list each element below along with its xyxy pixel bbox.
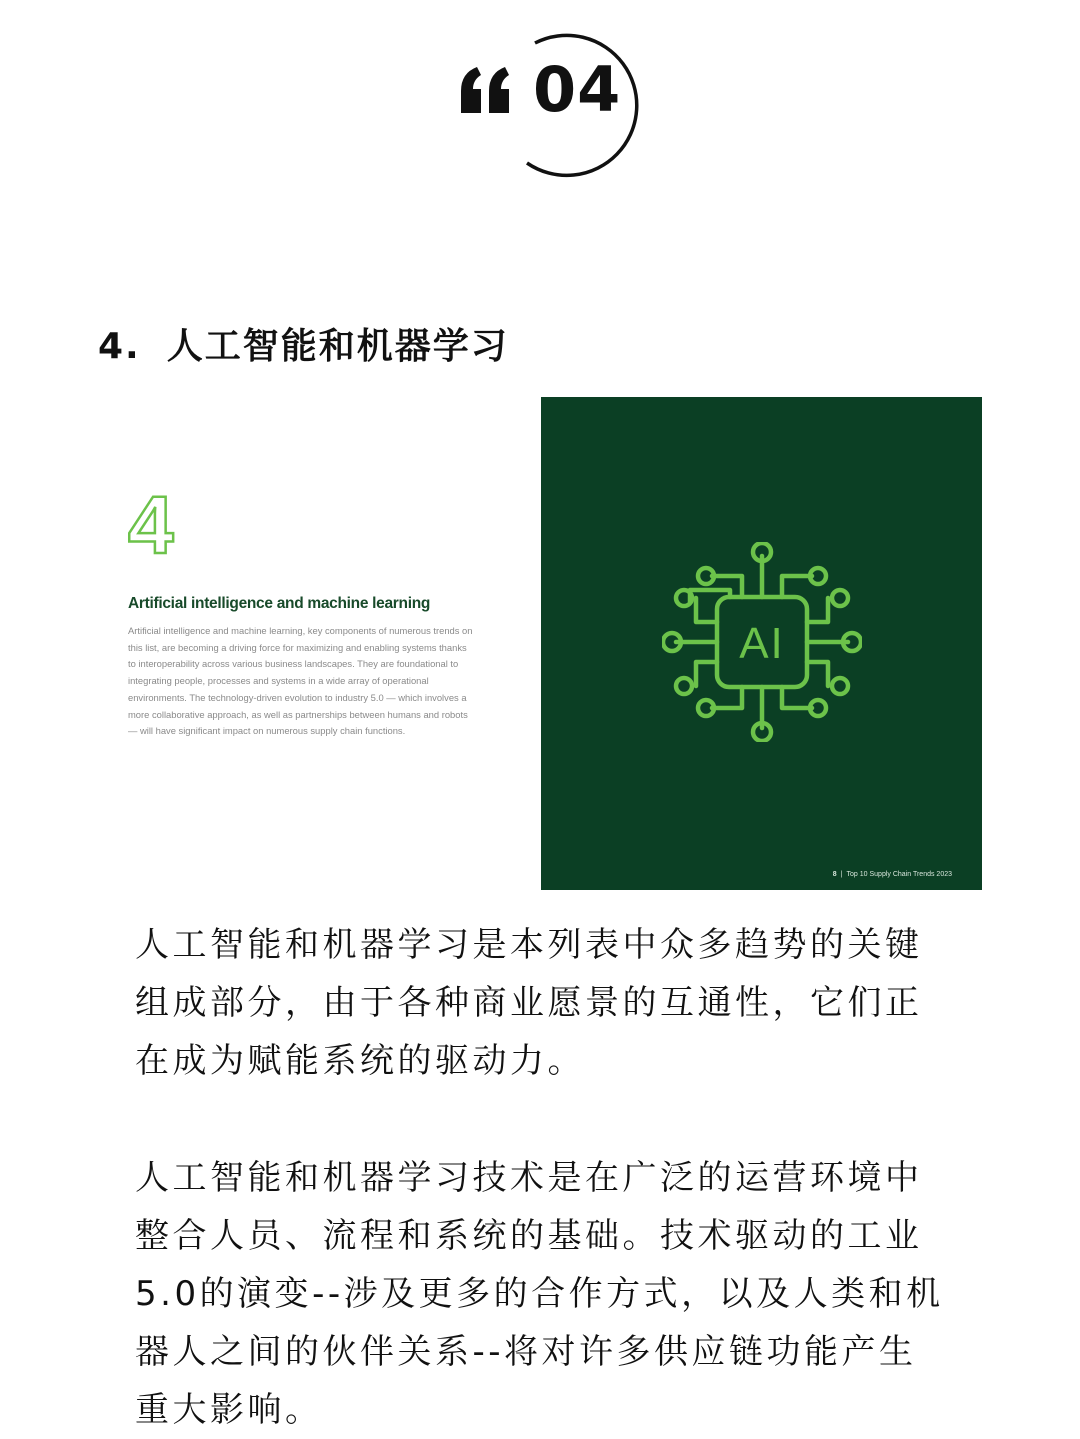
chip-label: AI — [739, 619, 785, 668]
ai-chip-icon — [662, 542, 862, 742]
panel-footer: 8 | Top 10 Supply Chain Trends 2023 — [832, 871, 952, 878]
footer-text: Top 10 Supply Chain Trends 2023 — [846, 871, 952, 878]
report-excerpt — [128, 480, 473, 740]
page-number: 8 — [832, 871, 837, 878]
excerpt-body: Artificial intelligence and machine learning, key components of numerous trends on this list, are becoming a driving force for maximizing and enabling systems thanks to interoperability across various business landscapes. They are foundational to integrating people, processes and systems in a wide array of operational environments. The technology-driven evolution to industry 5.0 — which involves a more collaborative approach, as well as partnerships between humans and robots — will have significant impact on numerous supply chain functions. — [128, 625, 473, 737]
paragraph-1: 人工智能和机器学习是本列表中众多趋势的关键组成部分，由于各种商业愿景的互通性，它们正在成为赋能系统的驱动力。 — [135, 925, 923, 1081]
section-title — [98, 318, 509, 369]
section-badge — [455, 25, 665, 190]
section-number: 4. — [98, 326, 141, 367]
paragraph-2: 人工智能和机器学习技术是在广泛的运营环境中整合人员、流程和系统的基础。技术驱动的工业5.0的演变--涉及更多的合作方式，以及人类和机器人之间的伙伴关系--将对许多供应链功能产生重大影响。 — [135, 1158, 944, 1430]
section-title-text: 人工智能和机器学习 — [166, 326, 509, 367]
excerpt-heading: Artificial intelligence and machine learning — [128, 595, 431, 612]
badge-number: 04 — [533, 53, 622, 126]
quote-icon — [461, 67, 509, 113]
ai-illustration-panel — [541, 397, 982, 890]
excerpt-big-number: 4 — [128, 480, 174, 571]
